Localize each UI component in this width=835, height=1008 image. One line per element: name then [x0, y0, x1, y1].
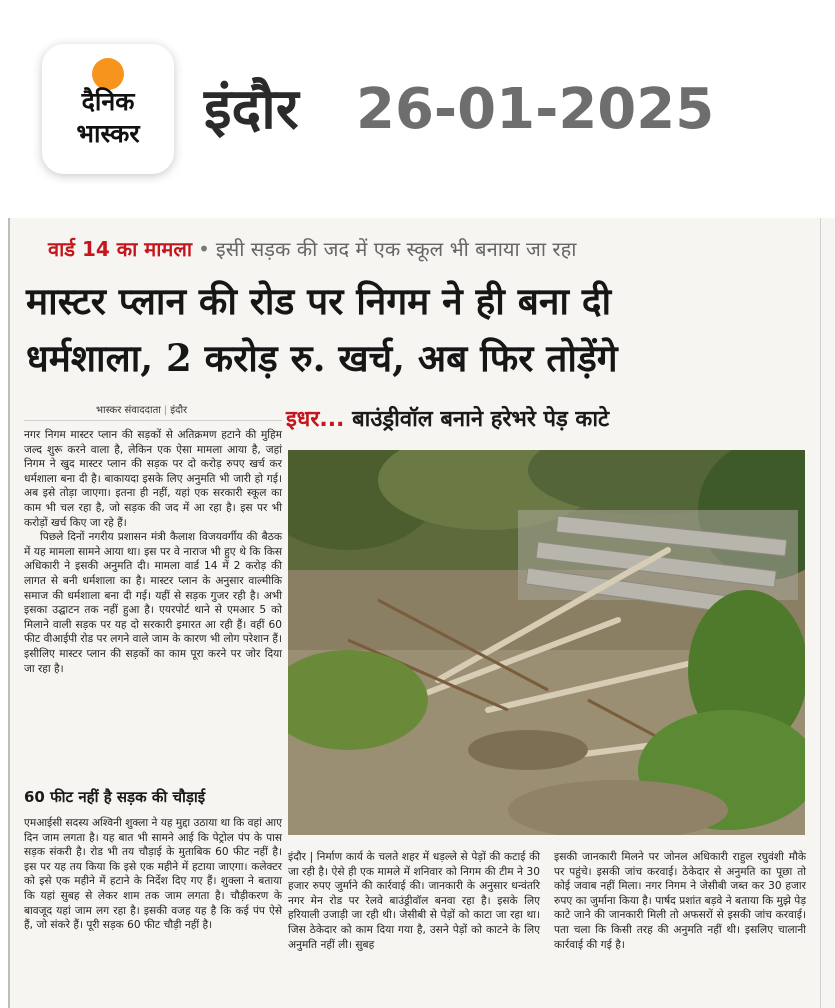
kicker-text: इसी सड़क की जद में एक स्कूल भी बनाया जा रहा: [215, 237, 577, 261]
side-story-title: बाउंड्रीवॉल बनाने हरेभरे पेड़ काटे: [352, 407, 610, 432]
dainik-bhaskar-logo: [42, 44, 174, 174]
article-paragraph-3: एमआईसी सदस्य अश्विनी शुक्ला ने यह मुद्दा उठाया था कि वहां आए दिन जाम लगता है। यह बात भी सामने आई कि पेट्रोल पंप के पास सड़क संकरी है। रोड भी तय चौड़ाई के मुताबिक 60 फीट नहीं है। इस पर यह तय किया कि इसे एक महीने में हटाया जाएगा। कलेक्टर को इसे एक महीने में हटाने के निर्देश दिए गए हैं। शुक्ला ने बताया कि यहां सुबह से लेकर शाम तक जाम लगता है। चौड़ीकरण के बावजूद यहां जाम लग रहा है। इसकी वजह यह है कि कई पंप ऐसे हैं, जो संकरे हैं। पूरी सड़क 60 फीट चौड़ी नहीं है।: [24, 817, 282, 932]
byline-rule: [24, 420, 282, 421]
adjacent-article-edge: [820, 218, 835, 1008]
clipping-left-edge: [8, 218, 10, 1008]
article-body-bottom: [24, 816, 282, 933]
side-story-headline: [286, 404, 609, 436]
cut-trees-photo-image: [288, 450, 805, 835]
cut-trees-photo: [288, 450, 805, 835]
byline-city: इंदौर: [170, 405, 188, 416]
newspaper-clipping: [8, 218, 835, 1008]
page-header: [0, 0, 835, 200]
side-story-text-col1: इंदौर | निर्माण कार्य के चलते शहर में धड़ल्ले से पेड़ों की कटाई की जा रही है। ऐसे ही एक मामले में शनिवार को निगम की टीम ने 30 हजार रुपए जुर्माने की कार्रवाई की। जानकारी के अनुसार धन्वंतरि नगर मेन रोड पर रेलवे बाउंड्रीवॉल बनवा रहा है। इसके लिए हरियाली उजाड़ी जा रही थी। जेसीबी से पेड़ों को काटा जा रहा था। जिस ठेकेदार को काम दिया गया है, उसने पेड़ों को काटने के लिए अनुमति नहीं ली। सुबह: [288, 851, 540, 951]
column-divider: [820, 218, 821, 1008]
edition-city: इंदौर: [204, 77, 299, 142]
side-story-text-col2: इसकी जानकारी मिलने पर जोनल अधिकारी राहुल रघुवंशी मौके पर पहुंचे। इसकी जांच करवाई। ठेकेदार से अनुमति का पूछा तो कोई जवाब नहीं मिला। नगर निगम ने जेसीबी जब्त कर 30 हजार रुपए का जुर्माना किया है। पार्षद प्रशांत बड़वे ने बताया कि मुझे पेड़ काटे जाने की जानकारी मिली तो अफसरों से इसकी जांच करवाई। पता चला कि किसी तरह की अनुमति नहीं थी। इसलिए चालानी कार्रवाई की गई है।: [554, 851, 806, 951]
logo-text-line1: दैनिक: [81, 87, 135, 116]
logo-text-line2: भास्कर: [76, 119, 140, 148]
byline-reporter: भास्कर संवाददाता: [96, 405, 161, 416]
kicker-separator: •: [198, 237, 210, 261]
byline: [96, 402, 187, 416]
side-story-label: इधर...: [286, 407, 345, 432]
edition-date: 26-01-2025: [356, 77, 715, 142]
article-paragraph-1: नगर निगम मास्टर प्लान की सड़कों से अतिक्रमण हटाने की मुहिम जल्द शुरू करने वाला है, लेकिन एक ऐसा मामला आया है, जहां निगम ने खुद मास्टर प्लान की सड़क पर दो करोड़ रुपए खर्च कर धर्मशाला बना दी है। बाकायदा इसके लिए अनुमति भी जारी हो गई। अब इसे तोड़ा जाएगा। इतना ही नहीं, यहां एक सरकारी स्कूल का काम भी चल रहा है, जो सड़क की जद में आ रहा है। इस पर भी करोड़ों खर्च किए जा रहे हैं।: [24, 429, 282, 529]
article-paragraph-2: पिछले दिनों नगरीय प्रशासन मंत्री कैलाश विजयवर्गीय की बैठक में यह मामला सामने आया था। इस पर वे नाराज भी हुए थे कि किस अधिकारी ने इसकी अनुमति दी। मामला वार्ड 14 में 2 करोड़ की लागत से बनी धर्मशाला का है। मास्टर प्लान के अनुसार वाल्मीकि समाज की धर्मशाला बना दी गई। यहीं से सड़क गुजर रही है। अभी इसका उद्घाटन तक नहीं हुआ है। एयरपोर्ट थाने से एमआर 5 को मिलाने वाली सड़क पर यह दो सरकारी इमारत आ रही हैं। वहीं 60 फीट वीआईपी रोड पर लगने वाले जाम के कारण भी लोग परेशान हैं। इसीलिए मास्टर प्लान की सड़कों का काम पूरा करने पर जोर दिया जा रहा है।: [24, 531, 282, 675]
sun-icon: [92, 58, 124, 90]
kicker-label: वार्ड 14 का मामला: [48, 237, 193, 261]
byline-divider: |: [163, 405, 168, 416]
article-body-top: [24, 428, 282, 676]
headline-line-1: मास्टर प्लान की रोड पर निगम ने ही बना दी: [26, 279, 612, 323]
article-kicker: [48, 234, 576, 264]
headline-line-2: धर्मशाला, 2 करोड़ रु. खर्च, अब फिर तोड़ेंगे: [26, 336, 618, 380]
article-subhead: 60 फीट नहीं है सड़क की चौड़ाई: [24, 788, 206, 806]
